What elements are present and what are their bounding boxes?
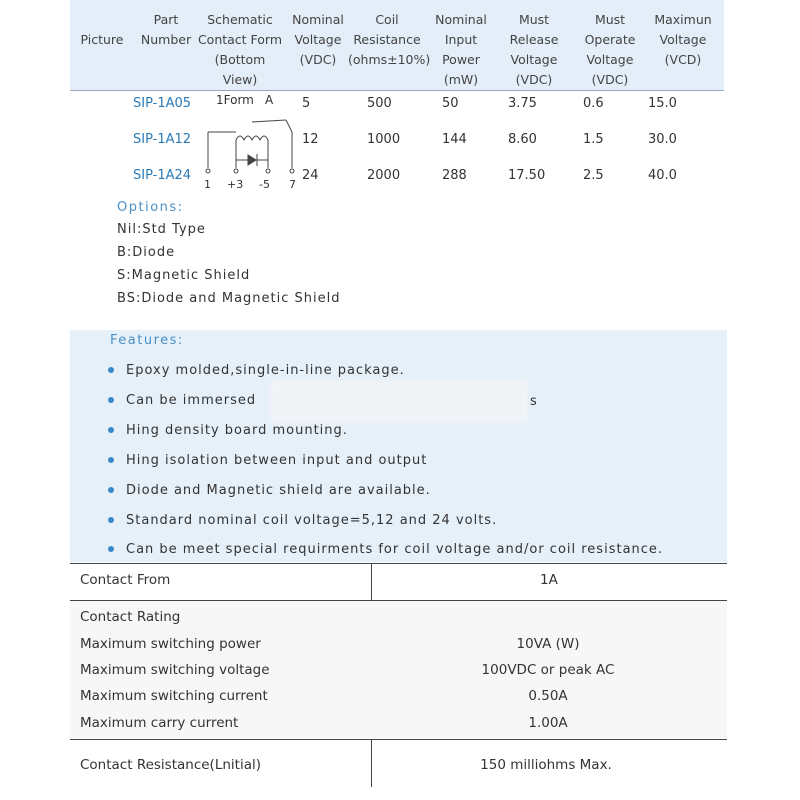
contact-resistance-value: 150 milliohms Max. xyxy=(480,757,612,773)
spec-label: Maximum carry current xyxy=(80,715,239,731)
header-schematic: Schematic Contact Form (Bottom View) xyxy=(197,12,283,87)
spec-value: 0.50A xyxy=(528,688,568,704)
spec-column-divider xyxy=(371,563,372,601)
spec-value: 1.00A xyxy=(528,715,568,731)
header-release-voltage: Must Release Voltage (VDC) xyxy=(509,12,559,87)
feature-item: Can be immersed xyxy=(108,393,256,408)
feature-item-tail: s xyxy=(530,394,537,409)
header-max-voltage: Maximun Voltage (VCD) xyxy=(654,12,712,67)
header-nominal-voltage: Nominal Voltage (VDC) xyxy=(292,12,344,67)
spec-column-divider xyxy=(371,739,372,787)
coil-resistance: 500 xyxy=(367,96,392,111)
part-number: SIP-1A12 xyxy=(133,132,192,147)
spec-value: 100VDC or peak AC xyxy=(481,662,615,678)
pin-label: -5 xyxy=(259,178,270,191)
contact-form-value: 1A xyxy=(540,572,558,588)
release-voltage: 8.60 xyxy=(508,132,537,147)
spec-top-border xyxy=(70,563,727,564)
part-number: SIP-1A05 xyxy=(133,96,192,111)
bullet-icon xyxy=(108,427,114,433)
header-part-number: Part Number xyxy=(140,12,192,47)
release-voltage: 17.50 xyxy=(508,168,546,183)
contact-form-label: Contact From xyxy=(80,572,171,588)
nominal-voltage: 5 xyxy=(302,96,311,111)
pin-label: 7 xyxy=(289,178,296,191)
feature-item: Epoxy molded,single-in-line package. xyxy=(108,363,405,378)
feature-item: Standard nominal coil voltage=5,12 and 24 volts. xyxy=(108,513,497,528)
spec-divider xyxy=(70,600,727,601)
feature-item: Can be meet special requirments for coil voltage and/or coil resistance. xyxy=(108,542,663,557)
operate-voltage: 0.6 xyxy=(583,96,604,111)
nominal-voltage: 24 xyxy=(302,168,319,183)
header-divider xyxy=(70,90,724,91)
relay-schematic xyxy=(196,110,300,180)
spec-divider xyxy=(70,739,727,740)
spec-label: Maximum switching power xyxy=(80,636,261,652)
header-operate-voltage: Must Operate Voltage (VDC) xyxy=(584,12,636,87)
schematic-form-label: 1Form xyxy=(216,93,254,107)
feature-item: Hing isolation between input and output xyxy=(108,453,427,468)
part-number: SIP-1A24 xyxy=(133,168,192,183)
max-voltage: 40.0 xyxy=(648,168,677,183)
spec-value: 10VA (W) xyxy=(516,636,580,652)
input-power: 288 xyxy=(442,168,467,183)
input-power: 144 xyxy=(442,132,467,147)
feature-item: Diode and Magnetic shield are available. xyxy=(108,483,431,498)
option-item: Nil:Std Type xyxy=(117,222,206,237)
bullet-icon xyxy=(108,457,114,463)
max-voltage: 15.0 xyxy=(648,96,677,111)
option-item: BS:Diode and Magnetic Shield xyxy=(117,291,341,306)
feature-item: Hing density board mounting. xyxy=(108,423,348,438)
contact-rating-label: Contact Rating xyxy=(80,609,181,625)
operate-voltage: 1.5 xyxy=(583,132,604,147)
bullet-icon xyxy=(108,546,114,552)
schematic-form-letter: A xyxy=(265,93,274,107)
bullet-icon xyxy=(108,367,114,373)
nominal-voltage: 12 xyxy=(302,132,319,147)
pin-label: 1 xyxy=(204,178,211,191)
pin-label: +3 xyxy=(227,178,244,191)
bullet-icon xyxy=(108,517,114,523)
release-voltage: 3.75 xyxy=(508,96,537,111)
option-item: S:Magnetic Shield xyxy=(117,268,251,283)
features-title: Features: xyxy=(110,333,184,348)
coil-resistance: 2000 xyxy=(367,168,401,183)
spec-label: Maximum switching voltage xyxy=(80,662,270,678)
header-input-power: Nominal Input Power (mW) xyxy=(435,12,487,87)
contact-resistance-label: Contact Resistance(Lnitial) xyxy=(80,757,261,773)
input-power: 50 xyxy=(442,96,459,111)
options-title: Options: xyxy=(117,200,184,215)
operate-voltage: 2.5 xyxy=(583,168,604,183)
obscured-region xyxy=(270,381,528,423)
coil-resistance: 1000 xyxy=(367,132,401,147)
max-voltage: 30.0 xyxy=(648,132,677,147)
header-coil-resistance: Coil Resistance (ohms±10%) xyxy=(348,12,431,67)
bullet-icon xyxy=(108,487,114,493)
bullet-icon xyxy=(108,397,114,403)
header-picture: Picture xyxy=(80,32,124,47)
option-item: B:Diode xyxy=(117,245,176,260)
spec-label: Maximum switching current xyxy=(80,688,268,704)
